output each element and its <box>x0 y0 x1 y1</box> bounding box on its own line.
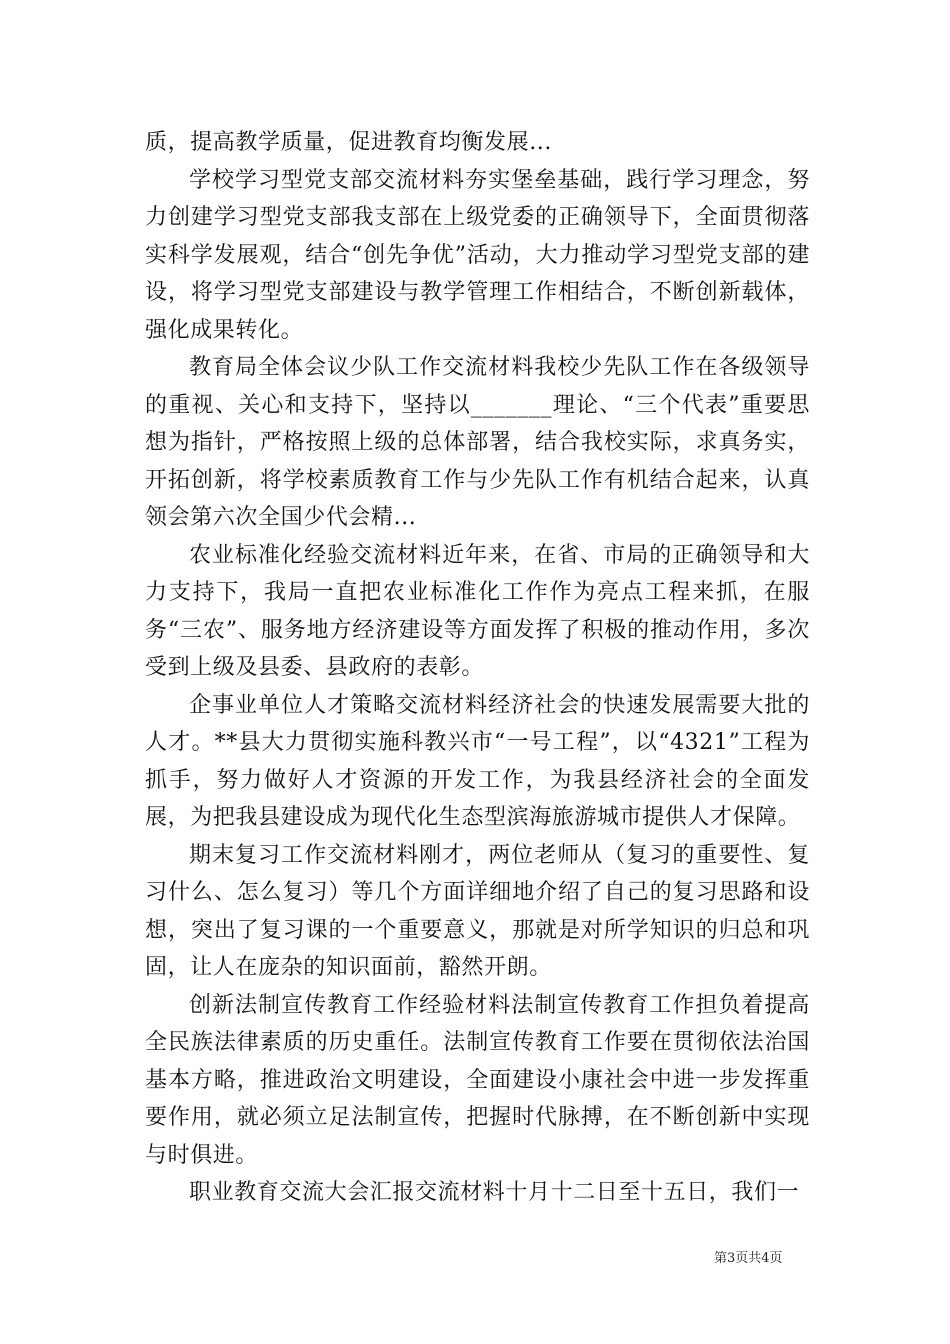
paragraph-vocational-education: 职业教育交流大会汇报交流材料十月十二日至十五日，我们一 <box>189 1180 800 1205</box>
paragraph-talent-strategy: 企事业单位人才策略交流材料经济社会的快速发展需要大批的人才。**县大力贯彻实施科教兴市“一号工程”，以“4321”工程为抓手，努力做好人才资源的开发工作，为我县经济社会的全面发展，为把我县建设成为现代化生态型滨海旅游城市提供人才保障。 <box>145 692 810 830</box>
paragraph-party-branch: 学校学习型党支部交流材料夯实堡垒基础，践行学习理念，努力创建学习型党支部我支部在上级党委的正确领导下，全面贯彻落实科学发展观，结合“创先争优”活动，大力推动学习型党支部的建设，将学习型党支部建设与教学管理工作相结合，不断创新载体，强化成果转化。 <box>145 167 810 343</box>
paragraph-legal-education: 创新法制宣传教育工作经验材料法制宣传教育工作担负着提高全民族法律素质的历史重任。法制宣传教育工作要在贯彻依法治国基本方略，推进政治文明建设，全面建设小康社会中进一步发挥重要作用，就必须立足法制宣传，把握时代脉搏，在不断创新中实现与时俱进。 <box>145 992 810 1168</box>
paragraph-final-review: 期末复习工作交流材料刚才，两位老师从（复习的重要性、复习什么、怎么复习）等几个方面详细地介绍了自己的复习思路和设想，突出了复习课的一个重要意义，那就是对所学知识的归总和巩固，让人在庞杂的知识面前，豁然开朗。 <box>145 842 810 980</box>
paragraph-young-pioneers: 教育局全体会议少队工作交流材料我校少先队工作在各级领导的重视、关心和支持下，坚持以_______理论、“三个代表”重要思想为指针，严格按照上级的总体部署，结合我校实际，求真务实，开拓创新，将学校素质教育工作与少先队工作有机结合起来，认真领会第六次全国少代会精... <box>145 355 810 530</box>
paragraph-continuation: 质，提高教学质量，促进教育均衡发展... <box>145 130 552 155</box>
document-body <box>145 124 810 1212</box>
paragraph-agriculture-standardization: 农业标准化经验交流材料近年来，在省、市局的正确领导和大力支持下，我局一直把农业标准化工作作为亮点工程来抓，在服务“三农”、服务地方经济建设等方面发挥了积极的推动作用，多次受到上级及县委、县政府的表彰。 <box>145 542 810 680</box>
page-number: 第3页共4页 <box>714 1251 783 1266</box>
